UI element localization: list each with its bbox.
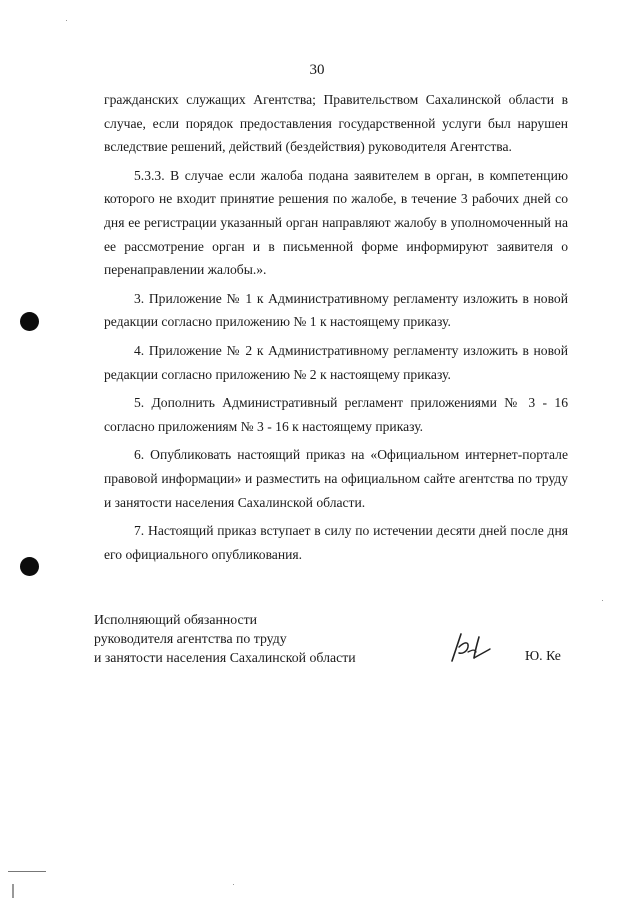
signature-title-block	[94, 610, 356, 668]
scan-edge-line	[8, 871, 46, 872]
signature-title-line: и занятости населения Сахалинской области	[94, 650, 356, 666]
scan-speck	[233, 884, 234, 885]
binder-hole-icon	[20, 557, 39, 576]
signer-name: Ю. Ке	[525, 648, 561, 663]
paragraph-item-3: 3. Приложение № 1 к Административному регламенту изложить в новой редакции согласно приложению № 1 к настоящему приказу.	[104, 290, 568, 330]
binder-hole-icon	[20, 312, 39, 331]
paragraph-item-6: 6. Опубликовать настоящий приказ на «Официальном интернет-портале правовой информации» и разместить на официальном сайте агентства по труду и занятости населения Сахалинской области.	[104, 447, 568, 510]
paragraph-5-3-3: 5.3.3. В случае если жалоба подана заявителем в орган, в компетенцию которого не входит принятие решения по жалобе, в течение 3 рабочих дней со дня ее регистрации указанный орган направляют жалобу в уполномоченный на ее рассмотрение орган и в письменной форме информируют заявителя о перенаправлении жалобы.».	[104, 167, 568, 278]
signature-title-line: Исполняющий обязанности	[94, 612, 257, 627]
paragraph-continuation: гражданских служащих Агентства; Правительством Сахалинской области в случае, если порядок предоставления государственной услуги был нарушен вследствие решений, действий (бездействия) руководителя Агентства.	[104, 92, 568, 155]
document-body	[104, 88, 568, 571]
scan-speck	[602, 600, 603, 601]
page-number: 30	[309, 62, 325, 78]
paragraph-item-5: 5. Дополнить Административный регламент приложениями № 3 - 16 согласно приложениям № 3 - 16 к настоящему приказу.	[104, 395, 568, 434]
scan-speck	[66, 20, 67, 21]
paragraph-item-7: 7. Настоящий приказ вступает в силу по истечении десяти дней после дня его официального опубликования.	[104, 523, 568, 562]
signature-icon	[446, 628, 492, 664]
signature-title-line: руководителя агентства по труду	[94, 631, 287, 647]
scan-edge-mark	[12, 884, 14, 898]
paragraph-item-4: 4. Приложение № 2 к Административному регламенту изложить в новой редакции согласно приложению № 2 к настоящему приказу.	[104, 342, 568, 382]
